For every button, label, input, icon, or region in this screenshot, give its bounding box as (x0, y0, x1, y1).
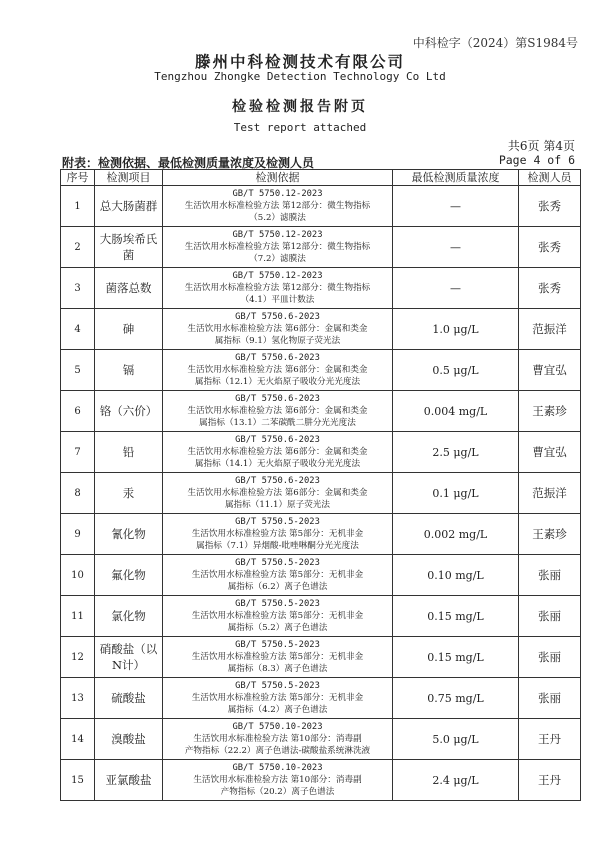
inspector: 张丽 (519, 678, 581, 719)
table-row (61, 268, 581, 309)
standard-code: GB/T 5750.5-2023 (235, 640, 320, 650)
method-clause: （4.1）平皿计数法 (240, 295, 315, 305)
standard-code: GB/T 5750.6-2023 (235, 476, 320, 486)
min-detection-concentration: 1.0 μg/L (393, 309, 519, 350)
inspector: 王素珍 (519, 514, 581, 555)
table-row (61, 309, 581, 350)
standard-code: GB/T 5750.5-2023 (235, 517, 320, 527)
page-count-cn: 共6页 第4页 (507, 139, 575, 153)
test-basis (163, 678, 393, 719)
inspector: 张丽 (519, 596, 581, 637)
method-name: 生活饮用水标准检验方法 第12部分：微生物指标 (184, 201, 371, 211)
test-item: 总大肠菌群 (95, 186, 163, 227)
min-detection-concentration: 0.15 mg/L (393, 637, 519, 678)
standard-code: GB/T 5750.6-2023 (235, 312, 320, 322)
test-item: 菌落总数 (95, 268, 163, 309)
row-number: 15 (61, 760, 95, 801)
standard-code: GB/T 5750.10-2023 (232, 722, 323, 732)
row-number: 3 (61, 268, 95, 309)
table-row (61, 555, 581, 596)
test-item: 亚氯酸盐 (95, 760, 163, 801)
min-detection-concentration: 0.75 mg/L (393, 678, 519, 719)
method-clause: 属指标（11.1）原子荧光法 (224, 500, 331, 510)
standard-code: GB/T 5750.6-2023 (235, 353, 320, 363)
method-name: 生活饮用水标准检验方法 第10部分：消毒副 (193, 775, 362, 785)
test-item: 硫酸盐 (95, 678, 163, 719)
min-detection-concentration: 0.1 μg/L (393, 473, 519, 514)
table-row (61, 760, 581, 801)
report-title-cn: 检验检测报告附页 (232, 99, 368, 115)
column-header-no: 序号 (61, 170, 95, 186)
inspector: 王丹 (519, 760, 581, 801)
table-row (61, 678, 581, 719)
min-detection-concentration: 0.10 mg/L (393, 555, 519, 596)
standard-code: GB/T 5750.5-2023 (235, 681, 320, 691)
test-basis (163, 432, 393, 473)
test-item: 氯化物 (95, 596, 163, 637)
row-number: 12 (61, 637, 95, 678)
method-clause: 属指标（4.2）离子色谱法 (227, 705, 328, 715)
table-row (61, 391, 581, 432)
method-name: 生活饮用水标准检验方法 第6部分：金属和类金 (187, 406, 368, 416)
standard-code: GB/T 5750.6-2023 (235, 435, 320, 445)
test-item: 硝酸盐（以N计） (95, 637, 163, 678)
min-detection-concentration: 2.5 μg/L (393, 432, 519, 473)
method-name: 生活饮用水标准检验方法 第6部分：金属和类金 (187, 447, 368, 457)
test-item: 汞 (95, 473, 163, 514)
min-detection-concentration: 0.15 mg/L (393, 596, 519, 637)
standard-code: GB/T 5750.5-2023 (235, 558, 320, 568)
row-number: 4 (61, 309, 95, 350)
method-name: 生活饮用水标准检验方法 第12部分：微生物指标 (184, 242, 371, 252)
method-clause: （5.2）滤膜法 (249, 213, 306, 223)
standard-code: GB/T 5750.6-2023 (235, 394, 320, 404)
test-basis (163, 391, 393, 432)
test-item: 镉 (95, 350, 163, 391)
table-row (61, 596, 581, 637)
row-number: 13 (61, 678, 95, 719)
row-number: 14 (61, 719, 95, 760)
method-name: 生活饮用水标准检验方法 第5部分：无机非金 (191, 611, 364, 621)
min-detection-concentration: — (393, 268, 519, 309)
test-basis (163, 596, 393, 637)
table-row (61, 227, 581, 268)
row-number: 10 (61, 555, 95, 596)
company-name-cn: 滕州中科检测技术有限公司 (194, 52, 405, 71)
table-row (61, 719, 581, 760)
test-basis (163, 268, 393, 309)
standard-code: GB/T 5750.12-2023 (232, 189, 323, 199)
method-name: 生活饮用水标准检验方法 第12部分：微生物指标 (184, 283, 371, 293)
inspector: 曹宜弘 (519, 350, 581, 391)
table-row (61, 473, 581, 514)
column-header-person: 检测人员 (519, 170, 581, 186)
method-name: 生活饮用水标准检验方法 第5部分：无机非金 (191, 652, 364, 662)
test-item: 砷 (95, 309, 163, 350)
test-item: 溴酸盐 (95, 719, 163, 760)
method-clause: 属指标（14.1）无火焰原子吸收分光光度法 (194, 459, 361, 469)
method-clause: 属指标（8.3）离子色谱法 (227, 664, 328, 674)
column-header-basis: 检测依据 (163, 170, 393, 186)
test-basis (163, 227, 393, 268)
inspector: 张丽 (519, 555, 581, 596)
method-name: 生活饮用水标准检验方法 第5部分：无机非金 (191, 529, 364, 539)
company-name-en: Tengzhou Zhongke Detection Technology Co Ltd (154, 70, 446, 83)
test-basis (163, 719, 393, 760)
min-detection-concentration: — (393, 186, 519, 227)
method-name: 生活饮用水标准检验方法 第5部分：无机非金 (191, 570, 364, 580)
test-basis (163, 309, 393, 350)
table-row (61, 637, 581, 678)
min-detection-concentration: 0.002 mg/L (393, 514, 519, 555)
method-clause: 属指标（12.1）无火焰原子吸收分光光度法 (194, 377, 361, 387)
row-number: 6 (61, 391, 95, 432)
table-body (61, 186, 581, 801)
table-row (61, 186, 581, 227)
row-number: 9 (61, 514, 95, 555)
method-name: 生活饮用水标准检验方法 第6部分：金属和类金 (187, 488, 368, 498)
method-clause: 产物指标（22.2）离子色谱法-碳酸盐系统淋洗液 (184, 746, 371, 756)
test-basis (163, 514, 393, 555)
method-name: 生活饮用水标准检验方法 第6部分：金属和类金 (187, 324, 368, 334)
method-clause: 属指标（7.1）异烟酸-吡唑啉酮分光光度法 (196, 541, 359, 551)
row-number: 11 (61, 596, 95, 637)
method-name: 生活饮用水标准检验方法 第6部分：金属和类金 (187, 365, 368, 375)
inspector: 曹宜弘 (519, 432, 581, 473)
test-basis (163, 637, 393, 678)
inspector: 张秀 (519, 186, 581, 227)
test-basis (163, 350, 393, 391)
method-clause: 属指标（6.2）离子色谱法 (227, 582, 328, 592)
min-detection-concentration: 0.5 μg/L (393, 350, 519, 391)
column-header-limit: 最低检测质量浓度 (393, 170, 519, 186)
min-detection-concentration: 2.4 μg/L (393, 760, 519, 801)
method-clause: 产物指标（20.2）离子色谱法 (220, 787, 335, 797)
min-detection-concentration: 5.0 μg/L (393, 719, 519, 760)
test-item: 铬（六价） (95, 391, 163, 432)
test-item: 铅 (95, 432, 163, 473)
inspector: 范振洋 (519, 473, 581, 514)
table-header-row (61, 170, 581, 186)
standard-code: GB/T 5750.12-2023 (232, 230, 323, 240)
method-name: 生活饮用水标准检验方法 第10部分：消毒副 (193, 734, 362, 744)
report-title-en: Test report attached (233, 121, 367, 134)
test-basis (163, 760, 393, 801)
method-name: 生活饮用水标准检验方法 第5部分：无机非金 (191, 693, 364, 703)
document-number: 中科检字（2024）第S1984号 (412, 36, 578, 50)
table-row (61, 514, 581, 555)
inspector: 范振洋 (519, 309, 581, 350)
method-clause: 属指标（5.2）离子色谱法 (227, 623, 328, 633)
table-row (61, 432, 581, 473)
method-clause: （7.2）滤膜法 (249, 254, 306, 264)
inspector: 张秀 (519, 268, 581, 309)
test-item: 大肠埃希氏菌 (95, 227, 163, 268)
table-row (61, 350, 581, 391)
inspector: 张秀 (519, 227, 581, 268)
method-clause: 属指标（9.1）氢化物原子荧光法 (214, 336, 341, 346)
inspector: 王丹 (519, 719, 581, 760)
standard-code: GB/T 5750.5-2023 (235, 599, 320, 609)
row-number: 2 (61, 227, 95, 268)
row-number: 8 (61, 473, 95, 514)
standard-code: GB/T 5750.12-2023 (232, 271, 323, 281)
test-basis (163, 473, 393, 514)
row-number: 7 (61, 432, 95, 473)
column-header-item: 检测项目 (95, 170, 163, 186)
row-number: 5 (61, 350, 95, 391)
attachment-title: 附表：检测依据、最低检测质量浓度及检测人员 (62, 156, 315, 170)
inspector: 张丽 (519, 637, 581, 678)
test-basis (163, 555, 393, 596)
standard-code: GB/T 5750.10-2023 (232, 763, 323, 773)
inspection-table (60, 169, 581, 801)
min-detection-concentration: 0.004 mg/L (393, 391, 519, 432)
method-clause: 属指标（13.1）二苯碳酰二肼分光光度法 (199, 418, 356, 428)
test-basis (163, 186, 393, 227)
test-item: 氟化物 (95, 555, 163, 596)
row-number: 1 (61, 186, 95, 227)
min-detection-concentration: — (393, 227, 519, 268)
test-item: 氰化物 (95, 514, 163, 555)
inspector: 王素珍 (519, 391, 581, 432)
page-count-en: Page 4 of 6 (498, 153, 575, 167)
